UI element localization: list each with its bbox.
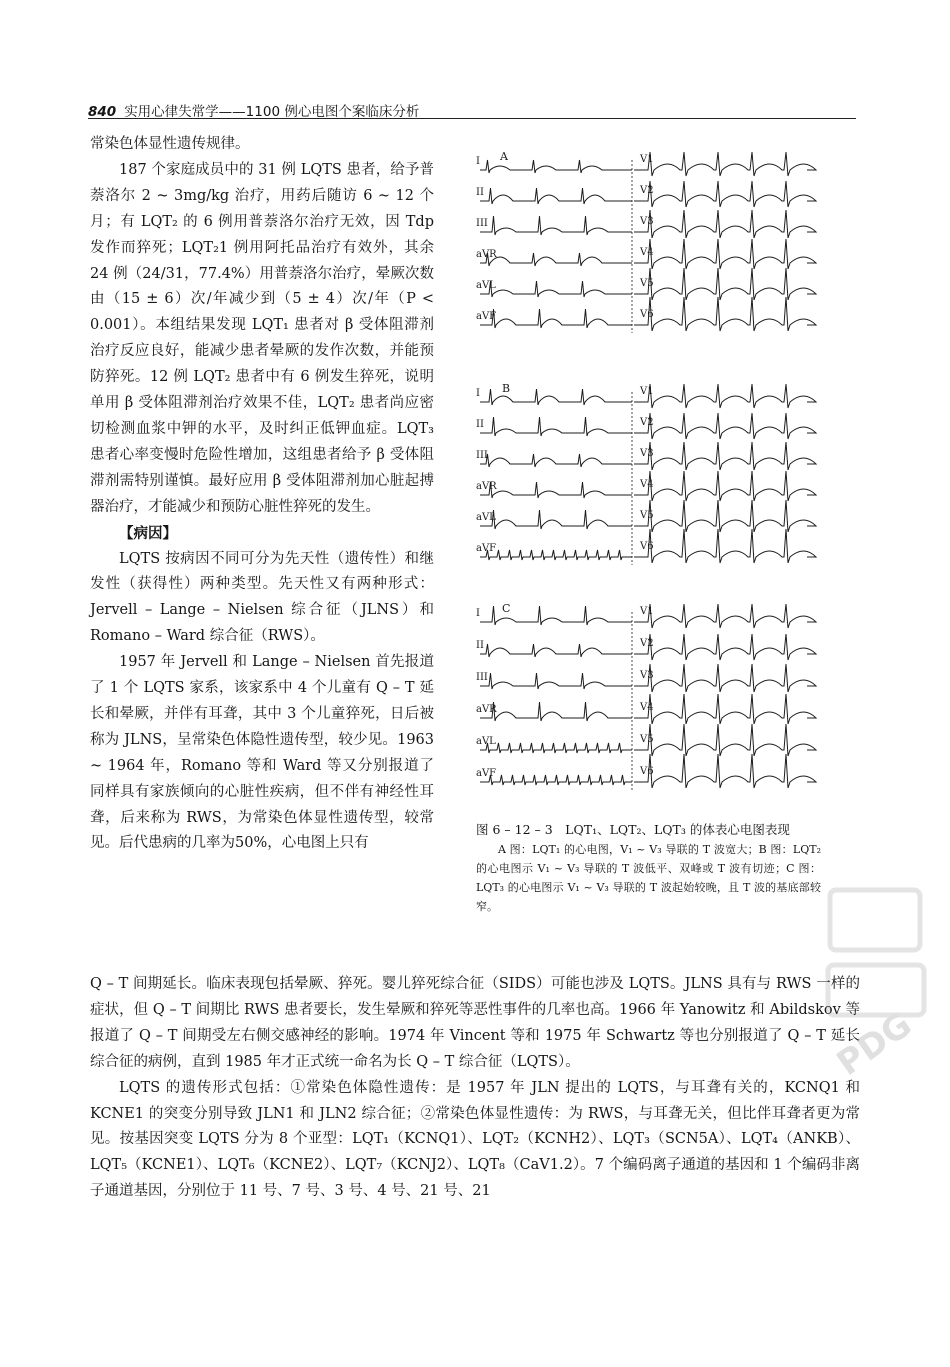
panel-label: C <box>502 602 511 615</box>
lead-label: II <box>476 419 484 430</box>
ecg-trace-limb <box>480 775 632 785</box>
ecg-trace-chest <box>634 694 816 724</box>
page-number: 840 <box>88 104 117 120</box>
ecg-trace-chest <box>634 529 816 563</box>
lead-label: aVF <box>476 543 497 554</box>
lead-label: V5 <box>640 510 654 521</box>
lead-label: III <box>476 450 488 461</box>
lead-label: V2 <box>640 417 654 428</box>
ecg-trace-chest <box>634 384 816 408</box>
ecg-trace-chest <box>634 724 816 756</box>
ecg-trace-limb <box>480 702 632 721</box>
lead-label: V4 <box>640 702 654 713</box>
paragraph-clinical: Q – T 间期延长。临床表现包括晕厥、猝死。婴儿猝死综合征（SIDS）可能也涉及 LQTS。JLNS 具有与 RWS 一样的症状，但 Q – T 间期比 RWS 患者要长，发生晕厥和猝死等恶性事件的几率也高。1966 年 Yanowitz 和 Abildskov 等报道了 Q – T 间期受左右侧交感神经的影响。1974 年 Vincent 等和 1975 年 Schwartz 等也分别报道了 Q – T 延长综合征的病例，直到 1985 年才正式统一命名为长 Q – T 综合征（LQTS）。 <box>90 976 860 1070</box>
ecg-trace-chest <box>634 152 816 176</box>
ecg-trace-chest <box>634 181 816 207</box>
ecg-trace-chest <box>634 268 816 300</box>
panel-label: A <box>500 150 508 163</box>
paragraph-treatment: 187 个家庭成员中的 31 例 LQTS 患者，给予普萘洛尔 2 ~ 3mg/kg 治疗，用药后随访 6 ~ 12 个月；有 LQT₂ 的 6 例用普萘洛尔治疗无效，因 Tdp 发作而猝死；LQT₂1 例用阿托品治疗有效外，其余 24 例（24/31，77.4%）用普萘洛尔治疗，晕厥次数由（15 ± 6）次/年减少到（5 ± 4）次/年（P < 0.001）。本组结果发现 LQT₁ 患者对 β 受体阻滞剂治疗反应良好，能减少患者晕厥的发作次数，并能预防猝死。12 例 LQT₂ 患者中有 6 例发生猝死，说明单用 β 受体阻滞剂治疗效果不佳，LQT₂ 患者尚应密切检测血浆中钾的水平，及时纠正低钾血症。LQT₃ 患者心率变慢时危险性增加，这组患者给予 β 受体阻滞剂需特别谨慎。最好应用 β 受体阻滞剂加心脏起搏器治疗，才能减少和预防心脏性猝死的发生。 <box>90 161 434 515</box>
lead-label: aVF <box>476 768 497 779</box>
ecg-trace-chest <box>634 664 816 692</box>
lead-label: V3 <box>640 216 654 227</box>
lead-label: V2 <box>640 638 654 649</box>
lead-label: V6 <box>640 766 654 777</box>
lead-label: V6 <box>640 541 654 552</box>
watermark-text: PDG <box>829 1004 920 1084</box>
page-header <box>88 100 858 120</box>
lead-label: V2 <box>640 185 654 196</box>
ecg-trace-chest <box>634 604 816 628</box>
lead-label: V6 <box>640 309 654 320</box>
lead-label: I <box>476 608 480 619</box>
lead-label: V4 <box>640 479 654 490</box>
paragraph-genetics: LQTS 的遗传形式包括：①常染色体隐性遗传：是 1957 年 JLN 提出的 LQTS，与耳聋有关的，KCNQ1 和 KCNE1 的突变分别导致 JLN1 和 JLN2 综合征；②常染色体显性遗传：为 RWS，与耳聋无关，但比伴耳聋者更为常见。按基因突变 LQTS 分为 8 个亚型：LQT₁（KCNQ1）、LQT₂（KCNH2）、LQT₃（SCN5A）、LQT₄（ANKB）、LQT₅（KCNE1）、LQT₆（KCNE2）、LQT₇（KCNJ2）、LQT₈（CaV1.2）。7 个编码离子通道的基因和 1 个编码非离子通道基因，分别位于 11 号、7 号、3 号、4 号、21 号、21 <box>90 1079 860 1200</box>
lead-label: V1 <box>640 154 654 165</box>
ecg-trace-chest <box>634 754 816 788</box>
ecg-figure <box>472 148 817 813</box>
lead-label: V1 <box>640 606 654 617</box>
lead-label: aVL <box>476 736 496 747</box>
paragraph-history: 1957 年 Jervell 和 Lange – Nielsen 首先报道了 1 个 LQTS 家系，该家系中 4 个儿童有 Q – T 延长和晕厥，并伴有耳聋，其中 3 个儿童猝死，日后被称为 JLNS，呈常染色体隐性遗传型，较少见。1963 ~ 1964 年，Romano 等和 Ward 等又分别报道了同样具有家族倾向的心脏性疾病，但不伴有神经性耳聋，后来称为 RWS，为常染色体显性遗传型，较常见。后代患病的几率为50%，心电图上只有 <box>90 654 434 852</box>
ecg-trace-limb <box>480 743 632 753</box>
lead-label: V4 <box>640 247 654 258</box>
lead-label: aVR <box>476 704 497 715</box>
ecg-trace-chest <box>634 413 816 439</box>
lead-label: II <box>476 640 484 651</box>
lead-label: aVF <box>476 311 497 322</box>
paragraph-continuation: 常染色体显性遗传规律。 <box>90 136 250 152</box>
section-heading-etiology: 【病因】 <box>119 524 177 542</box>
ecg-trace-limb <box>480 188 632 204</box>
lead-label: aVL <box>476 280 496 291</box>
panel-label: B <box>502 382 511 395</box>
ecg-trace-limb <box>480 482 632 498</box>
ecg-trace-chest <box>634 210 816 238</box>
left-column <box>90 132 434 857</box>
ecg-trace-chest <box>634 297 816 331</box>
ecg-trace-limb <box>480 550 632 560</box>
ecg-trace-chest <box>634 634 816 660</box>
ecg-trace-chest <box>634 239 816 269</box>
ecg-trace-limb <box>480 253 632 266</box>
lead-label: aVR <box>476 481 497 492</box>
book-title: 实用心律失常学——1100 例心电图个案临床分析 <box>124 104 420 120</box>
figure-caption <box>476 820 821 916</box>
lead-label: II <box>476 187 484 198</box>
caption-body: A 图：LQT₁ 的心电图，V₁ ~ V₃ 导联的 T 波宽大；B 图：LQT₂ 的心电图示 V₁ ~ V₃ 导联的 T 波低平、双峰或 T 波有切迹；C 图：LQT₃ 的心电图示 V₁ ~ V₃ 导联的 T 波起始较晚，且 T 波的基底部较窄。 <box>476 843 821 913</box>
lead-label: aVR <box>476 249 497 260</box>
ecg-trace-chest <box>634 442 816 470</box>
ecg-trace-limb <box>480 644 632 657</box>
caption-title: 图 6 – 12 – 3 LQT₁、LQT₂、LQT₃ 的体表心电图表现 <box>476 822 790 837</box>
lead-label: III <box>476 672 488 683</box>
lead-label: III <box>476 218 488 229</box>
lead-label: V3 <box>640 448 654 459</box>
lead-label: aVL <box>476 512 496 523</box>
lead-label: V5 <box>640 734 654 745</box>
lead-label: I <box>476 388 480 399</box>
ecg-trace-limb <box>480 281 632 297</box>
lead-label: I <box>476 156 480 167</box>
ecg-trace-chest <box>634 471 816 501</box>
lead-label: V3 <box>640 670 654 681</box>
ecg-trace-chest <box>634 500 816 532</box>
ecg-trace-limb <box>480 454 632 467</box>
paragraph-etiology: LQTS 按病因不同可分为先天性（遗传性）和继发性（获得性）两种类型。先天性又有两种形式：Jervell – Lange – Nielsen 综合征（JLNS）和 Romano – Ward 综合征（RWS）。 <box>90 550 434 645</box>
header-rule <box>88 118 856 119</box>
ecg-drawing <box>472 148 817 813</box>
ecg-trace-limb <box>480 417 632 436</box>
lead-label: V1 <box>640 386 654 397</box>
ecg-trace-limb <box>480 309 632 328</box>
watermark-stamp <box>800 870 950 1090</box>
ecg-trace-limb <box>480 673 632 689</box>
ecg-trace-limb <box>480 510 632 529</box>
ecg-trace-limb <box>480 216 632 235</box>
lead-label: V5 <box>640 278 654 289</box>
full-width-text <box>90 972 860 1205</box>
